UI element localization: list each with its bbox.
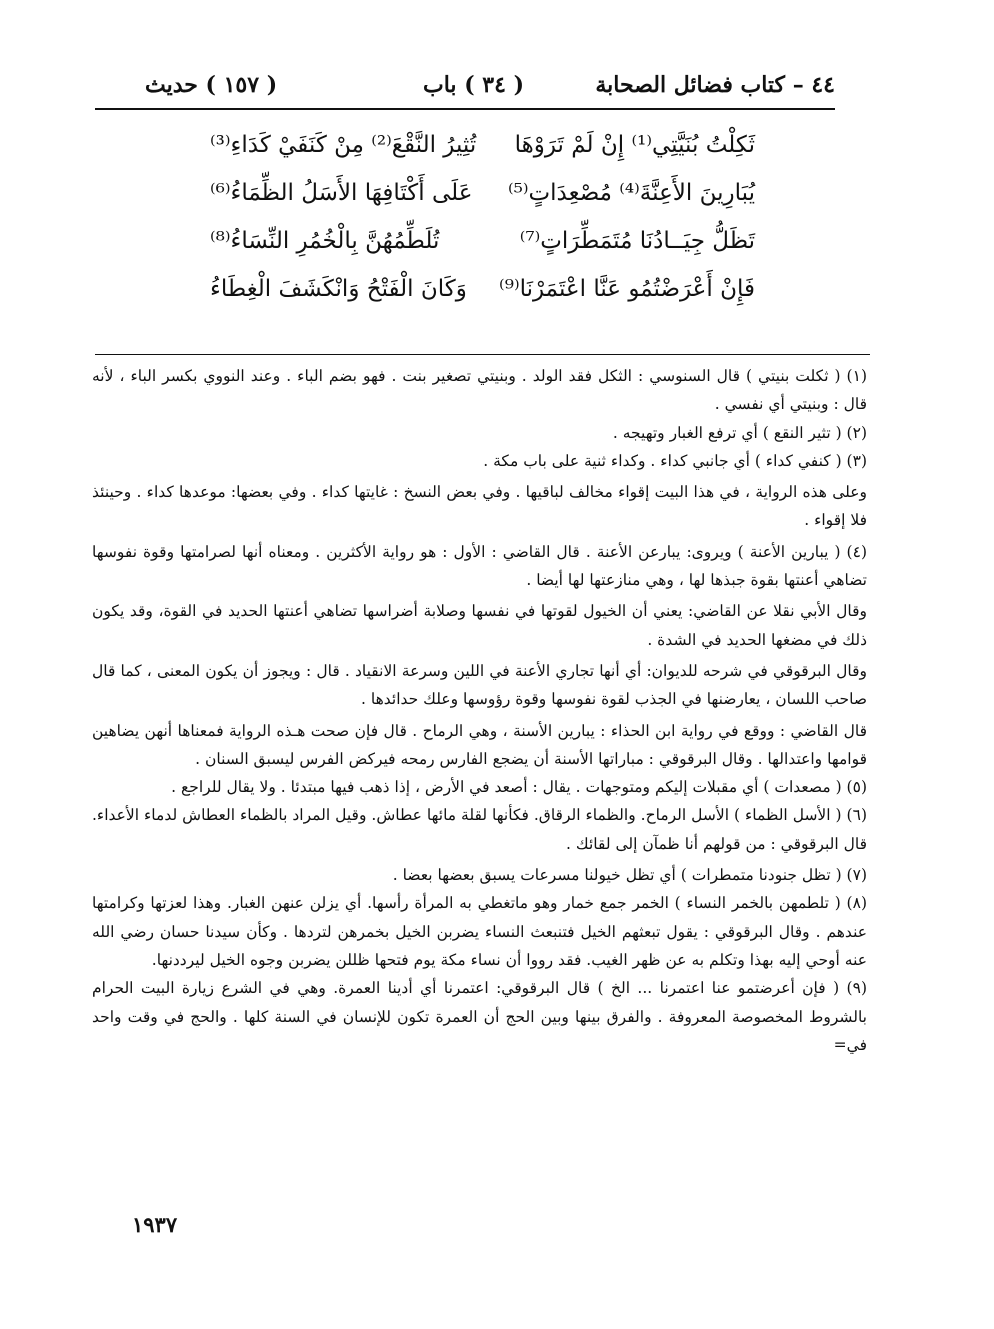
footnote-paragraph: وعلى هذه الرواية ، في هذا البيت إقواء مخالف لباقيها . وفي بعض النسخ : غايتها كداء . وفي بعضها: موعدها كداء . وحينئذ فلا إقواء . — [92, 483, 867, 530]
poem-verse — [210, 128, 755, 176]
poem-verse — [210, 272, 755, 320]
book-title: ٤٤ – كتاب فضائل الصحابة — [595, 72, 835, 98]
page-header — [95, 70, 835, 110]
footnote: (٦) ( الأسل الظماء ) الأسل الرماح. والظماء الرقاق. فكأنها لقلة مائها عطاش. وقيل المراد بالظماء العطاش لدماء الأعداء. قال البرقوقي : من قولهم أنا ظمآن إلى لقائك . — [92, 806, 867, 853]
verse-first-hemistich: تَظَلُّ جِيَــادُنَا مُتَمَطِّرَاتٍ⁽⁷⁾ — [519, 228, 755, 254]
footnote-paragraph: وقال البرقوقي في شرحه للديوان: أي أنها تجاري الأعنة في اللين وسرعة الانقياد . قال : ويجوز أن يكون المعنى ، كما قال صاحب اللسان ، يعارضنها في الجذب لقوة نفوسها وقوة رؤوسها وعلك حدائدها . — [92, 661, 867, 709]
verse-first-hemistich: فَإِنْ أَعْرَضْتُمُو عَنَّا اعْتَمَرْنَا⁽⁹⁾ — [499, 276, 755, 302]
footnote: (٧) ( تظل جنودنا متمطرات ) أي تظل خيولنا مسرعات يسبق بعضها بعضا . — [392, 866, 867, 885]
verse-second-hemistich: تُلَطِّمُهُنَّ بِالْخُمُرِ النِّسَاءُ⁽⁸⁾ — [210, 228, 440, 254]
verse-first-hemistich: يُبَارِينَ الأَعِنَّةَ⁽⁴⁾ مُصْعِدَاتٍ⁽⁵⁾ — [507, 180, 755, 206]
footnote: (٣) ( كنفي كداء ) أي جانبي كداء . وكداء ثنية على باب مكة . — [483, 451, 867, 470]
verse-second-hemistich: عَلَى أَكْتَافِهَا الأَسَلُ الظِّمَاءُ⁽⁶⁾ — [210, 180, 473, 206]
poem-verse — [210, 176, 755, 224]
footnotes — [92, 362, 867, 1059]
footnote: (٢) ( تثير النقع ) أي ترفع الغبار وتهيجه . — [612, 423, 867, 442]
page-number: ١٩٣٧ — [132, 1212, 178, 1237]
header-divider — [95, 108, 835, 110]
verse-second-hemistich: وَكَانَ الْفَتْحُ وَانْكَشَفَ الْغِطَاءُ — [210, 276, 467, 302]
footnotes-divider — [95, 354, 870, 355]
hadith-number: ( ١٥٧ ) حديث — [145, 72, 278, 98]
footnote-paragraph: وقال الأبي نقلا عن القاضي: يعني أن الخيول لقوتها في نفسها وصلابة أضراسها تضاهي أعنتها الحديد في القوة، وقد يكون ذلك في مضغها الحديد في الشدة . — [92, 602, 867, 649]
footnote-paragraph: قال القاضي : ووقع في رواية ابن الحذاء : يبارين الأسنة ، وهي الرماح . قال فإن صحت هـذه الرواية فمعناها أنهن يضاهين قوامها واعتدالها . وقال البرقوقي : مباراتها الأسنة أن يضجع الفارس رمحه فيركض الفرس ليسبق السنان . — [92, 721, 867, 768]
footnote: (٩) ( فإن أعرضتمو عنا اعتمرنا ... الخ ) قال البرقوقي: اعتمرنا أي أدينا العمرة. وهي في الشرع زيارة البيت الحرام بالشروط المخصوصة المعروفة . والفرق بينها وبين الحج أن العمرة تكون للإنسان في السنة كلها . والحج في وقت واحد في= — [92, 979, 867, 1054]
poem-verse — [210, 224, 755, 272]
footnote: (٨) ( تلطمهن بالخمر النساء ) الخمر جمع خمار وهو ماتغطي به المرأة رأسها. أي يزلن عنهن الغبار. وهذا لعزتها وكرامتها عندهم . وقال البرقوقي : يقول تبعثهم الخيل فتنبعث النساء يضربن الخيل بخمرهن لتردها . وكأن سيدنا حسان رضي الله عنه أوحي إليه بهذا وتكلم به عن ظهر الغيب. فقد رووا أن نساء مكة يوم فتحها ظللن يضربن وجوه الخيل ليرددنها. — [92, 894, 867, 969]
footnote: (٥) ( مصعدات ) أي مقبلات إليكم ومتوجهات . يقال : أصعد في الأرض ، إذا ذهب فيها مبتدئا . ولا يقال للراجع . — [171, 778, 867, 797]
chapter-number: ( ٣٤ ) باب — [423, 72, 524, 98]
footnote: (٤) ( يبارين الأعنة ) ويروى: يبارعن الأعنة . قال القاضي : الأول : هو رواية الأكثرين . ومعناه أنها لصرامتها وقوة نفوسها تضاهي أعنتها بقوة جبذها لها ، وهي منازعتها لها أيضا . — [92, 542, 867, 590]
poem — [210, 128, 755, 320]
footnote: (١) ( ثكلت بنيتي ) قال السنوسي : الثكل فقد الولد . وبنيتي تصغير بنت . فهو بضم الباء . وعند النووي بكسر الباء ، لأنه قال : وبنيتي أي نفسي . — [92, 367, 867, 414]
verse-second-hemistich: تُثِيرُ النَّقْعَ⁽²⁾ مِنْ كَنَفَيْ كَدَاءِ⁽³⁾ — [210, 132, 477, 158]
verse-first-hemistich: ثَكِلْتُ بُنَيَّتِي⁽¹⁾ إِنْ لَمْ تَرَوْهَا — [514, 132, 755, 158]
